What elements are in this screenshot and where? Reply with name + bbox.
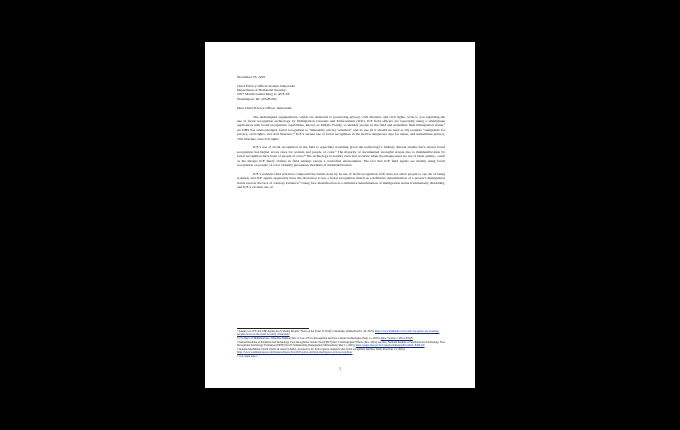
body-paragraph: The undersigned organizations, which are dedicated to preserving privacy, civil liberties, and civil rights, write to you regarding the use of facial recognition technology by Immigration Customs and Enforcement (ICE). ICE field officers are reportedly using a smartphone application with facial recognition capabilities, known as Mobile Fortify, to identify people in the field and determine their immigration status.¹ As DHS has acknowledged, facial recognition is “inherently privacy sensitive” and its use (if it should be used at all) requires “safeguards for privacy, civil rights, and civil liberties.”² ICE’s current use of facial recognition in the field is dangerous, ripe for abuse, and undermines privacy, civil liberties, and civil rights.: [237, 114, 445, 141]
footnote-link[interactable]: https://www.washingtonpost.com/business/interactive/2025/police-artificial-intelligence-facial-recognition/: [237, 351, 353, 355]
footnote: [237, 341, 445, 348]
footnote-link[interactable]: https://perma.cc/2FG4-RTQN: [380, 337, 413, 341]
recipient-line: Chief Privacy Officer Roman Jankowski: [237, 83, 295, 88]
document-page: [205, 42, 475, 388]
footnote-link[interactable]: https://www.404media.co/ice-and-cbp-agents-are-scanning-peoples-faces-on-the-street-to-verify-citizenship/: [237, 330, 440, 337]
footnote-text: ³ National Institute of Standards and Technology, Face Recognition Vendor Test (FRVT) Part 3: Demographic Effects (Dec. 2019); see also, National Institute of Standards and Technology, Face Recognition Technology Evaluation (FRTE) Part 8: Summarizing Demographic Differentials (May 11, 2025),: [237, 340, 445, 348]
body-paragraph: ICE’s reckless field practices compound the harms done by its use of facial recognition. ICE does not allow people to opt-out of being scanned, and ICE agents apparently have the discretion to use a facial recognition match as a definitive determination of a person’s immigration status even in the face of contrary evidence.⁵ Using face identification as a definitive determination of immigration status is immensely disturbing, and ICE’s cavalier use of: [237, 171, 445, 190]
footnote: [237, 337, 445, 340]
recipient-line: Washington, DC 20528-065: [237, 96, 277, 101]
footnote: [237, 348, 445, 355]
footnote-text: ² U.S. Dep’t of Homeland Sec., Directive Number 026-11: Use of Face Recognition and Face Capture Technologies (Sept. 11, 2023),: [237, 337, 381, 341]
footnote: [237, 355, 445, 358]
salutation: Dear Chief Privacy Officer Jankowski:: [237, 105, 293, 110]
recipient-line: 2707 Martin Luther King Jr. AVE SE: [237, 92, 290, 97]
recipient-address: [237, 84, 445, 102]
footnote-divider: [237, 328, 309, 329]
footnote-text: ⁵ Cox, supra note 1.: [237, 355, 259, 359]
recipient-line: Department of Homeland Security: [237, 88, 286, 92]
footnote: [237, 330, 445, 337]
footnote-text: ¹ Joseph Cox, ICE and CBP Agents Are Scanning Peoples’ Faces on the Street To Verify Citizenship, 404media (Oct. 29, 2025),: [237, 330, 376, 333]
body-paragraph: ICE’s use of facial recognition in the field is especially troubling given the technology’s failings. Recent studies have shown facial recognition has higher errors rates for women and people of color.³ The majority of documented wrongful arrests due to misidentification by facial recognition have been of people of color.⁴ The technology is notably even less accurate when the images used are not of ideal quality—such as the images ICE likely obtains in field settings versus a controlled environment. The fact that ICE field agents are mainly using facial recognition on people of color virtually guarantees incidents of misidentification.: [237, 145, 445, 168]
page-number: 1: [339, 367, 341, 371]
footnotes: [237, 330, 445, 359]
footnote-link[interactable]: https://pages.nist.gov/frvt/reports/demographics/nistir_8429.pdf: [355, 344, 425, 348]
letter-date: November 25, 2025: [237, 75, 266, 79]
letter-body: [237, 75, 445, 189]
footnote-text: ⁴ Douglas MacMillan, David Ovalle, & Aaron Schaffer, Arrested by AI: Police ignore standards after facial recognition matches, Wash. Post (Jan. 13, 2025),: [237, 348, 406, 352]
